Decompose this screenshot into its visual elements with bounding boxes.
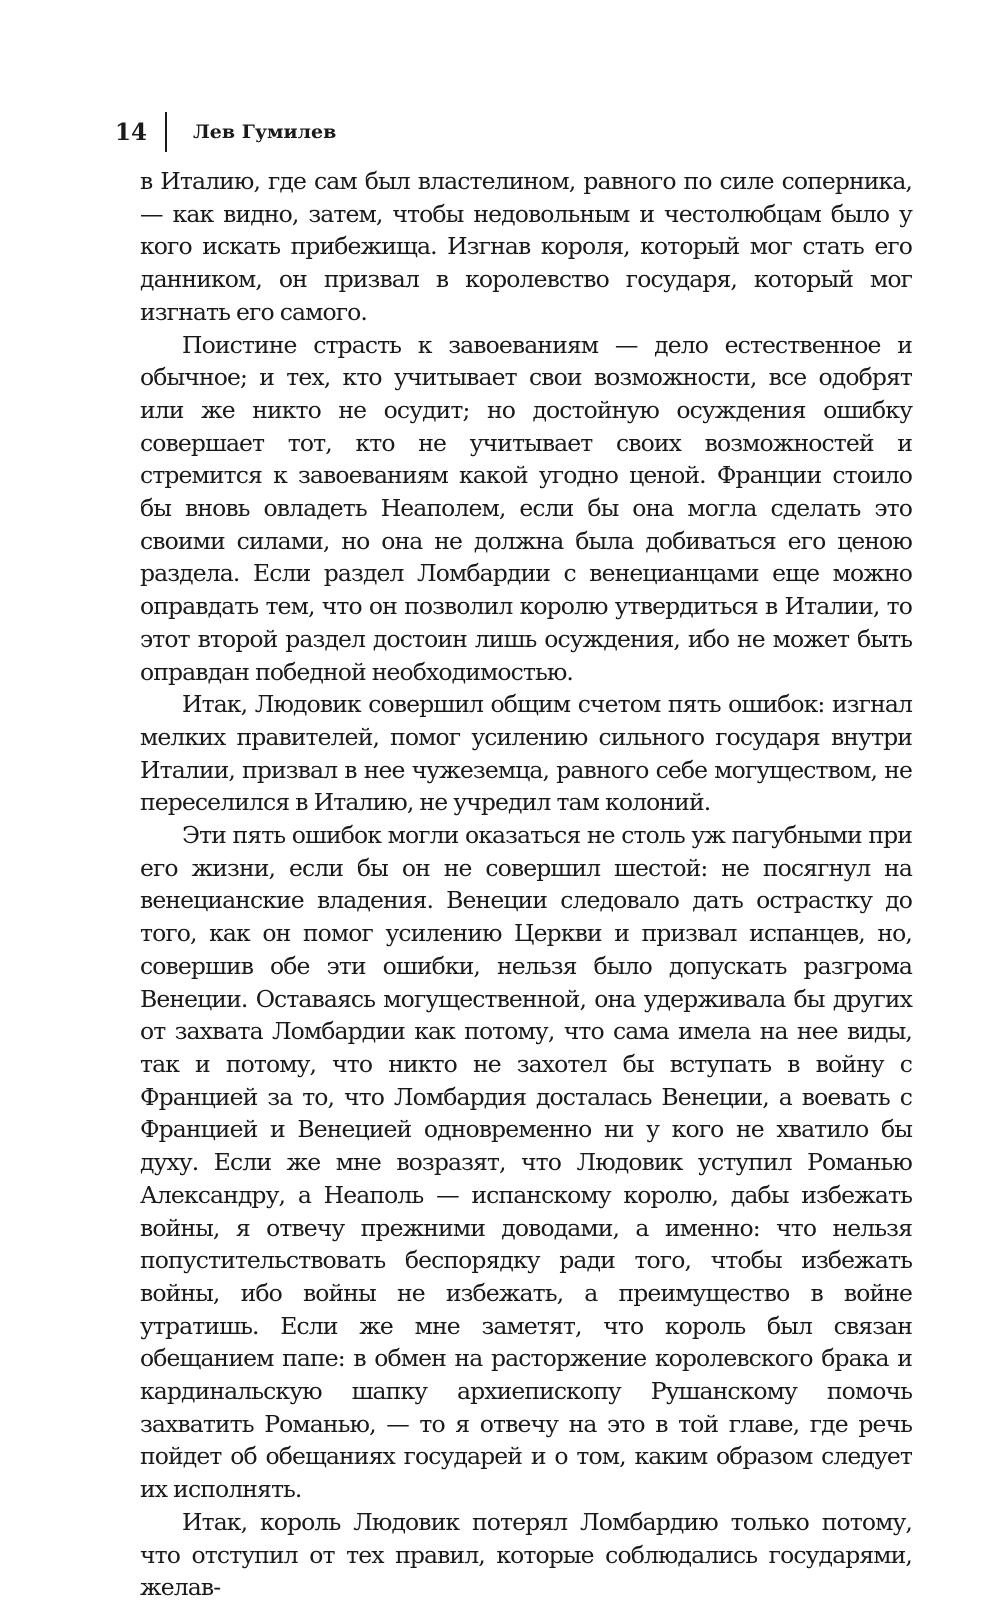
paragraph: Эти пять ошибок могли оказаться не столь уж пагубными при его жизни, если бы он не совершил шестой: не посягнул на венецианские владения. Венеции следовало дать острастку до того, как он помог усилению Церкви и призвал испанцев, но, совершив обе эти ошибки, нельзя было допускать разгрома Венеции. Оставаясь могущественной, она удерживала бы других от захвата Ломбардии как потому, что сама имела на нее виды, так и потому, что никто не захотел бы вступать в войну с Францией за то, что Ломбардия досталась Венеции, а воевать с Францией и Венецией одновременно ни у кого не хватило бы духу. Если же мне возразят, что Людовик уступил Романью Александру, а Неаполь — испанскому королю, дабы избежать войны, я отвечу прежними доводами, а именно: что нельзя попустительствовать беспорядку ради того, чтобы избежать войны, ибо войны не избежать, а преимущество в войне утратишь. Если же мне заметят, что король был связан обещанием папе: в обмен на расторжение королевского брака и кардинальскую шапку архиепископу Рушанскому помочь захватить Романью, — то я отвечу на это в той главе, где речь пойдет об обещаниях государей и о том, каким образом следует их исполнять. <box>140 821 912 1504</box>
running-head-author: Лев Гумилев <box>193 121 337 143</box>
paragraph: Итак, Людовик совершил общим счетом пять ошибок: изгнал мелких правителей, помог усилению сильного государя внутри Италии, призвал в нее чужеземца, равного себе могуществом, не переселился в Италию, не учредил там колоний. <box>140 690 912 817</box>
body-text <box>140 165 912 1604</box>
paragraph: Поистине страсть к завоеваниям — дело естественное и обычное; и тех, кто учитывает свои возможности, все одобрят или же никто не осудит; но достойную осуждения ошибку совершает тот, кто не учитывает своих возможностей и стремится к завоеваниям какой угодно ценой. Франции стоило бы вновь овладеть Неаполем, если бы она могла сделать это своими силами, но она не должна была добиваться его ценою раздела. Если раздел Ломбардии с венецианцами еще можно оправдать тем, что он позволил королю утвердиться в Италии, то этот второй раздел достоин лишь осуждения, ибо не может быть оправдан победной необходимостью. <box>140 330 912 686</box>
paragraph-continued: в Италию, где сам был властелином, равного по силе соперника, — как видно, затем, чтобы недовольным и честолюбцам было у кого искать прибежища. Изгнав короля, который мог стать его данником, он призвал в королевство государя, который мог изгнать его самого. <box>140 167 912 326</box>
running-head <box>115 112 336 152</box>
page-number: 14 <box>115 118 148 146</box>
header-divider <box>165 112 167 152</box>
paragraph: Итак, король Людовик потерял Ломбардию только потому, что отступил от тех правил, которые соблюдались государями, желав- <box>140 1507 912 1602</box>
